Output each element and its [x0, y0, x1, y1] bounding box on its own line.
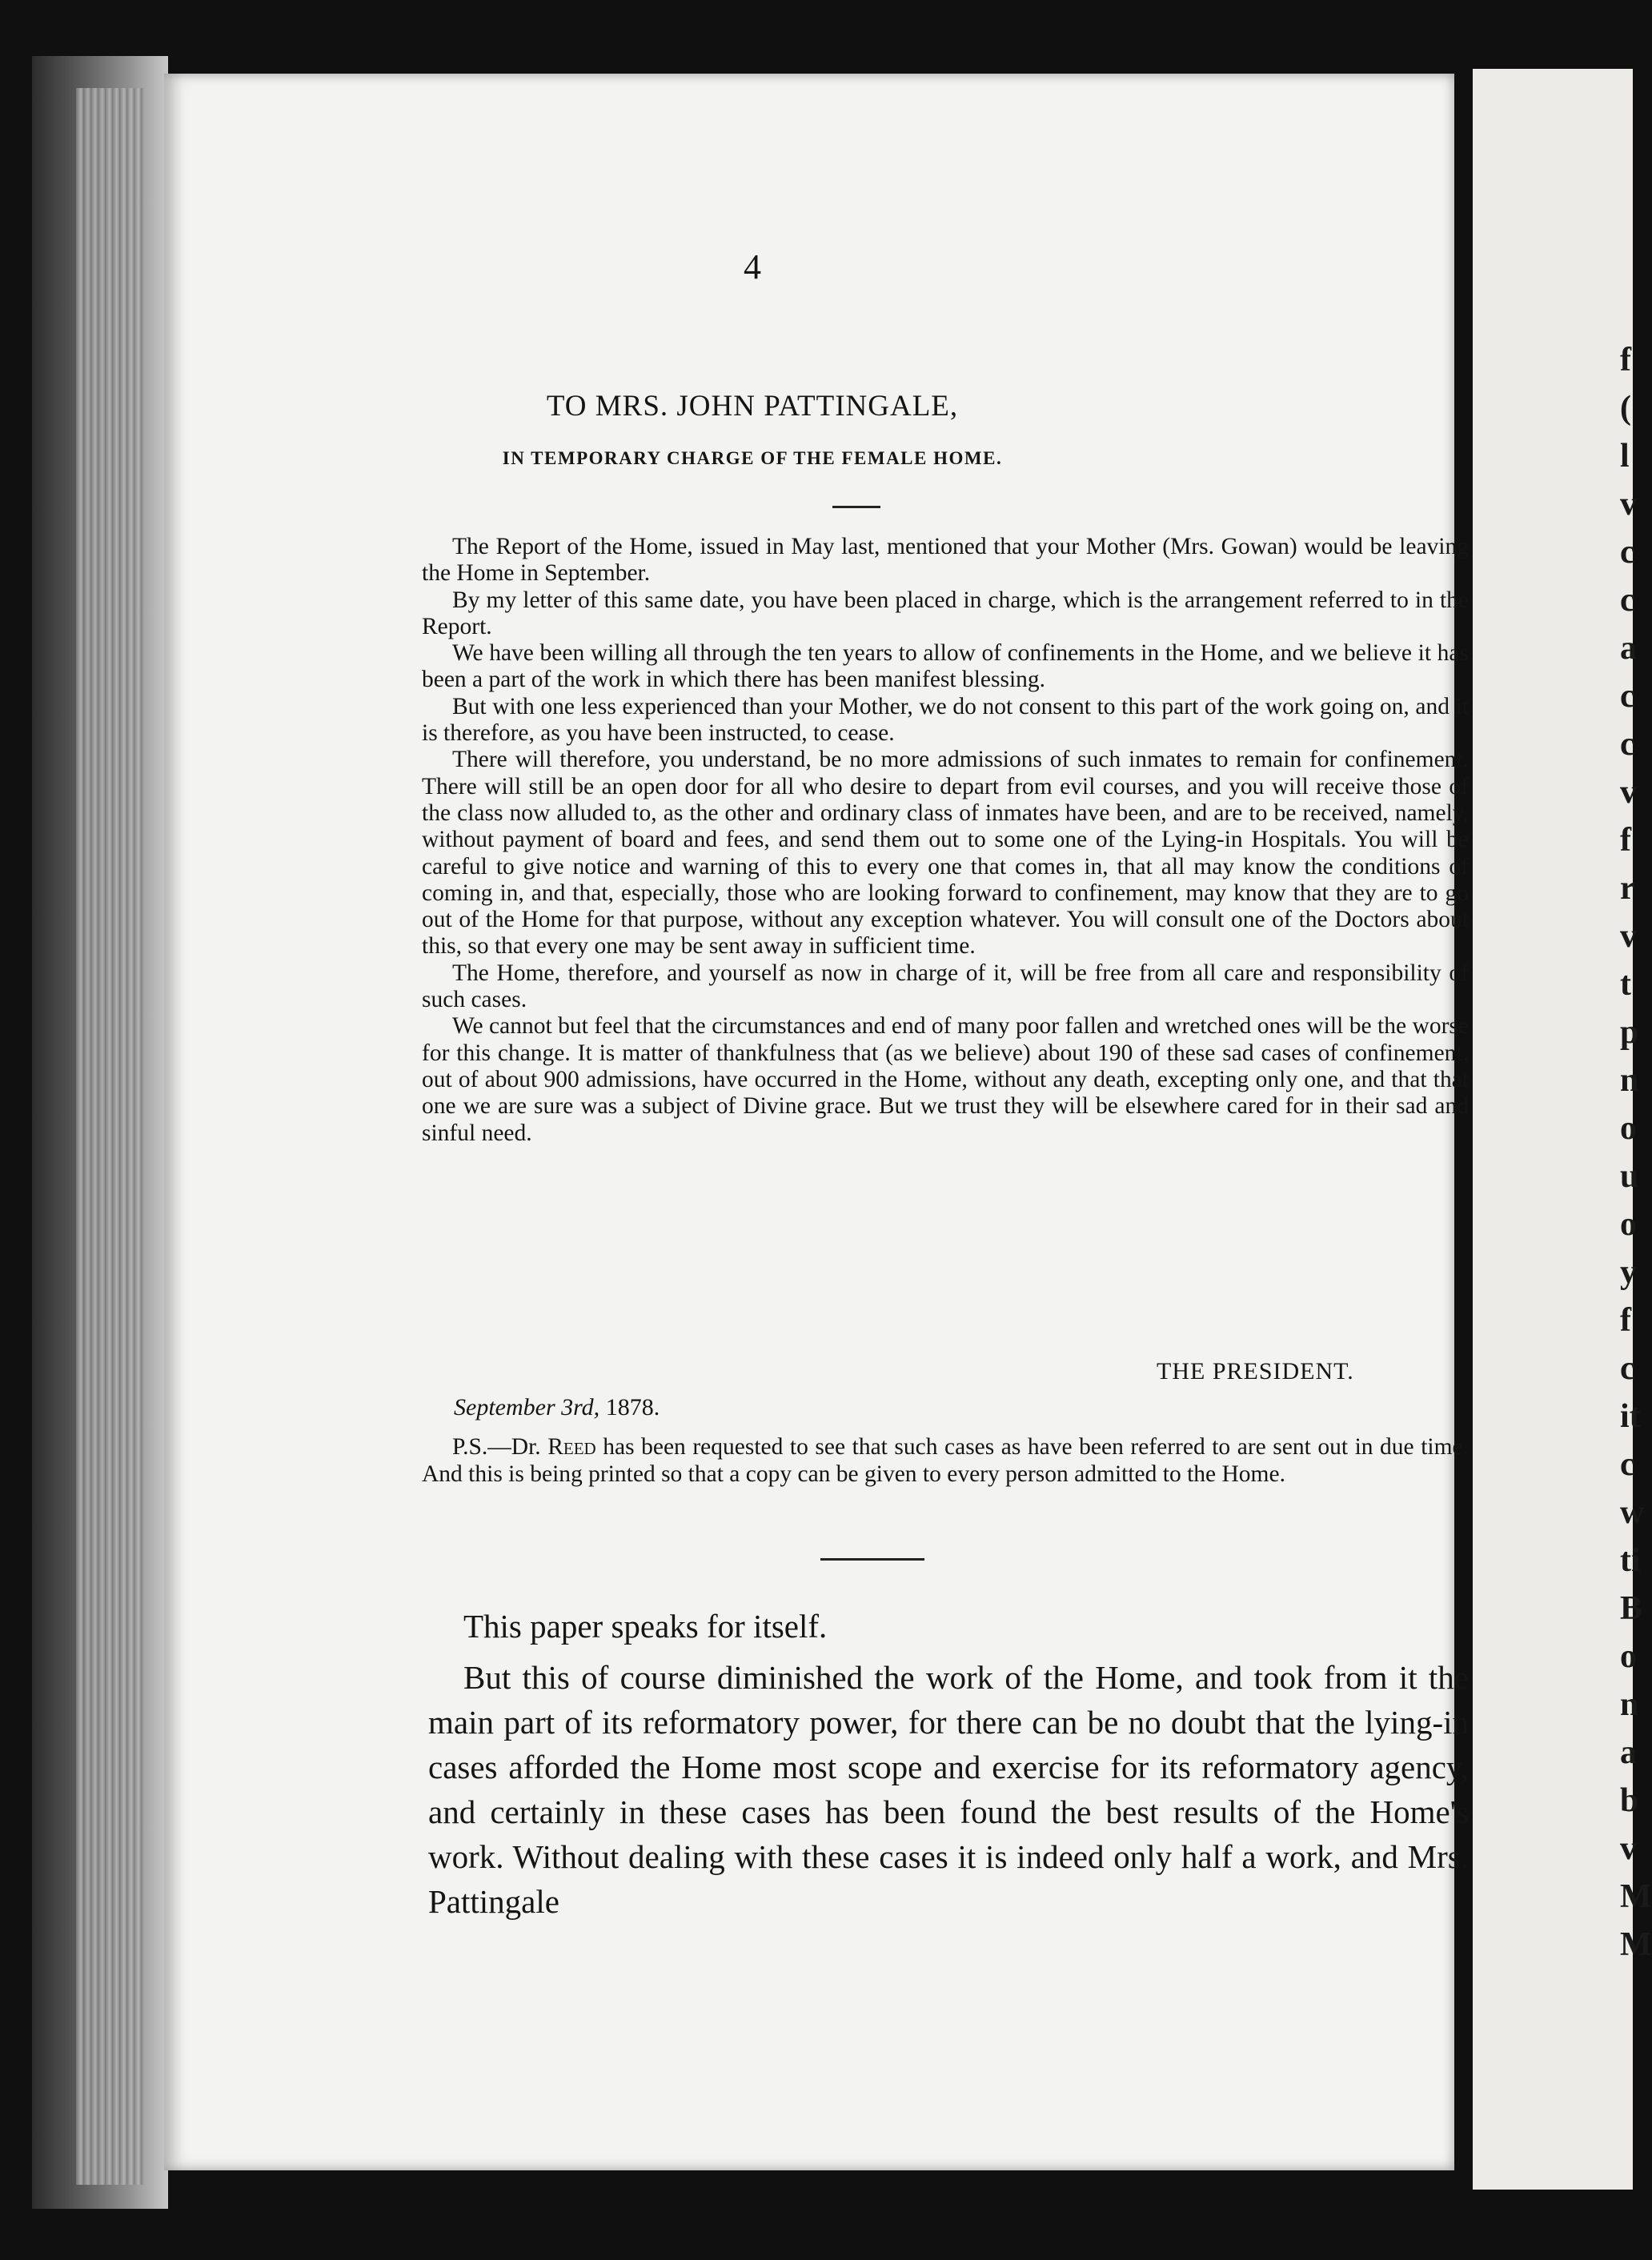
postscript-paragraph [422, 1434, 1469, 1488]
facing-page-fragment: ( [1620, 390, 1631, 427]
film-speck [1245, 2241, 1249, 2245]
facing-page-fragment: y [1620, 1254, 1637, 1291]
facing-page-fragment: n [1620, 1686, 1639, 1723]
letter-paragraph: But with one less experienced than your Mother, we do not consent to this part of the work going on, and it is therefore, as you have been instructed, to cease. [422, 693, 1469, 747]
facing-page-fragment: n [1620, 1062, 1639, 1099]
letter-body [422, 534, 1469, 1147]
book-page-stack [76, 88, 144, 2185]
facing-page-fragment: it [1620, 1398, 1641, 1435]
date-text: September 3rd, [454, 1394, 600, 1421]
letter-paragraph: By my letter of this same date, you have been placed in charge, which is the arrangement referred to in the Report. [422, 587, 1469, 639]
facing-page-fragment: r [1620, 870, 1635, 907]
facing-page-fragment: w [1620, 1494, 1645, 1531]
letter-paragraph: We cannot but feel that the circumstances and end of many poor fallen and wretched ones will be the worse for this change. It is matter of thankfulness that (as we believe) about 190 of these sad cases of confinement, out of about 900 admissions, have occurred in the Home, without any death, excepting only one, and that that one we are sure was a subject of Divine grace. But we trust they will be elsewhere cared for in their sad and sinful need. [422, 1013, 1469, 1146]
facing-page-fragment: b [1620, 1782, 1639, 1819]
facing-page [1473, 69, 1652, 2190]
facing-page-fragment: c [1620, 1350, 1635, 1387]
body-paragraph: But this of course diminished the work of the Home, and took from it the main part of its reformatory power, for there can be no doubt that the lying-in cases afforded the Home most scope and exercise for its reformatory agency, and certainly in these cases has been found the best results of the Home's work. Without dealing with these cases it is indeed only half a work, and Mrs. Pattingale [428, 1659, 1469, 1920]
document-page [164, 74, 1470, 2170]
postscript-name: Reed [547, 1434, 596, 1460]
date-year: 1878. [599, 1394, 660, 1421]
letter-date [454, 1394, 660, 1421]
facing-page-fragment: l [1620, 438, 1630, 475]
section-divider [832, 506, 880, 508]
postscript [422, 1434, 1469, 1488]
facing-page-fragment: M [1620, 1926, 1652, 1963]
letter-subheading: IN TEMPORARY CHARGE OF THE FEMALE HOME. [502, 448, 1003, 468]
facing-page-fragment: c [1620, 678, 1635, 715]
facing-page-fragment: v [1620, 918, 1637, 955]
letter-paragraph: The Home, therefore, and yourself as now in charge of it, will be free from all care and responsibility of such cases. [422, 960, 1469, 1013]
body-paragraph: This paper speaks for itself. [463, 1608, 828, 1645]
facing-page-fragment: t [1620, 966, 1631, 1003]
facing-page-fragment: c [1620, 726, 1635, 763]
facing-page-fragment: ti [1620, 1542, 1641, 1579]
facing-page-fragment: o [1620, 1206, 1637, 1243]
postscript-prefix: P.S.—Dr. [452, 1434, 548, 1460]
facing-page-fragment: c [1620, 582, 1635, 619]
facing-page-fragment: f [1620, 822, 1631, 859]
facing-page-fragment: o [1620, 1638, 1637, 1675]
signature: THE PRESIDENT. [1157, 1358, 1354, 1384]
facing-page-fragment: c [1620, 1446, 1635, 1483]
facing-page-fragment: B [1620, 1590, 1643, 1627]
facing-page-fragment: v [1620, 1830, 1637, 1867]
facing-page-fragment: a [1620, 630, 1637, 667]
letter-heading: TO MRS. JOHN PATTINGALE, [546, 390, 959, 423]
postscript-text: has been requested to see that such cases as have been referred to are sent out in due time. And this is being printed so that a copy can be given to every person admitted to the Home. [422, 1434, 1470, 1487]
page-number: 4 [744, 247, 761, 287]
facing-page-fragment: u [1620, 1158, 1639, 1195]
facing-page-fragment: a [1620, 1734, 1637, 1771]
facing-page-fragment: M [1620, 1878, 1652, 1915]
facing-page-fragment: f [1620, 1302, 1631, 1339]
section-divider [820, 1558, 924, 1561]
facing-page-fragment: v [1620, 774, 1637, 811]
facing-page-fragment: c [1620, 534, 1635, 571]
letter-paragraph: We have been willing all through the ten years to allow of confinements in the Home, and we believe it has been a part of the work in which there has been manifest blessing. [422, 640, 1469, 693]
main-body [428, 1604, 1469, 1930]
letter-paragraph: There will therefore, you understand, be no more admissions of such inmates to remain for confinement. There will still be an open door for all who desire to depart from evil courses, and you will receive those of the class now alluded to, as the other and ordinary class of inmates have been, and are to be received, namely, without payment of board and fees, and send them out to some one of the Lying-in Hospitals. You will be careful to give notice and warning of this to every one that comes in, that all may know the conditions of coming in, and that, especially, those who are looking forward to confinement, may know that they are to go out of the Home for that purpose, without any exception whatever. You will consult one of the Doctors about this, so that every one may be sent away in sufficient time. [422, 747, 1469, 960]
facing-page-fragment: p [1620, 1014, 1639, 1051]
facing-page-fragment: f [1620, 342, 1631, 379]
facing-page-fragment: v [1620, 486, 1637, 523]
facing-page-fragment: o [1620, 1110, 1637, 1147]
film-speck [1165, 2233, 1169, 2237]
letter-paragraph: The Report of the Home, issued in May last, mentioned that your Mother (Mrs. Gowan) would be leaving the Home in September. [422, 534, 1469, 587]
